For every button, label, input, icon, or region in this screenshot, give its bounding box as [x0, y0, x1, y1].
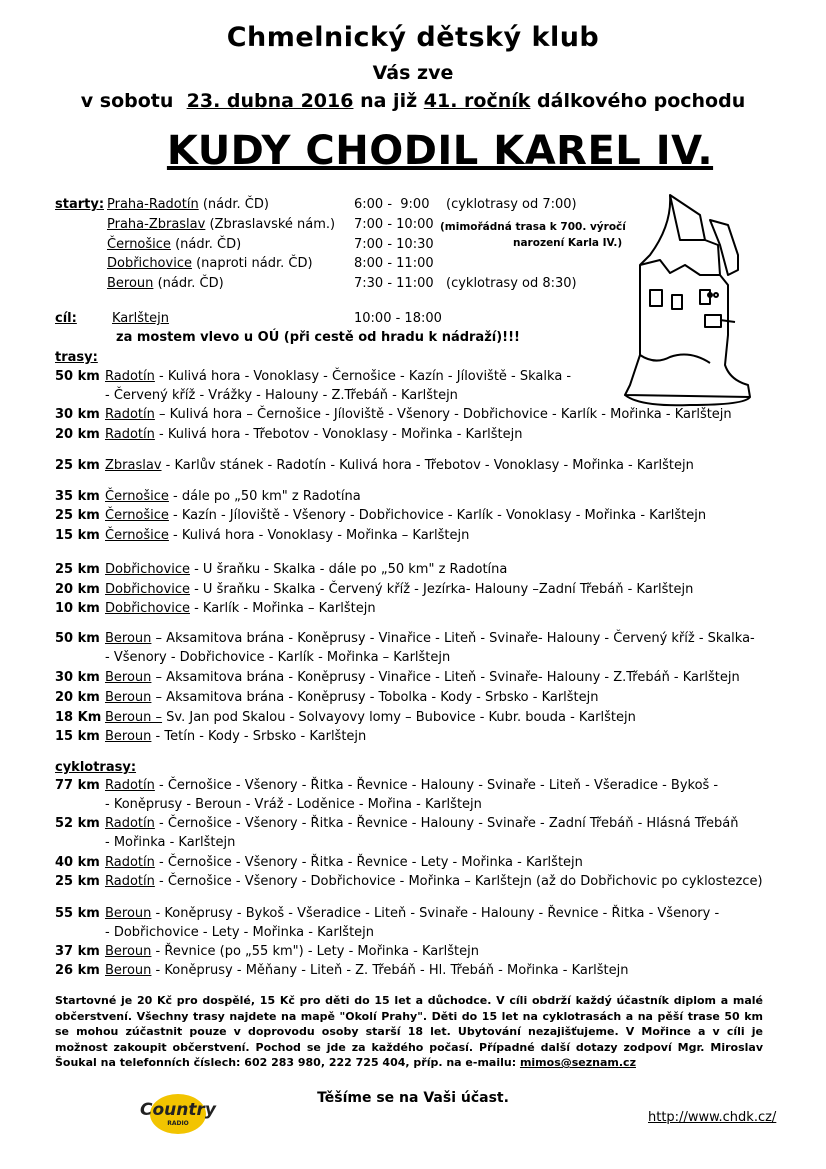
route-start: Beroun [105, 906, 152, 921]
route-distance: 20 km [55, 582, 100, 597]
route-path: - Karlík - Mořinka – Karlštejn [189, 601, 376, 616]
route-continuation: - Koněprusy - Beroun - Vráž - Loděnice - Mořina - Karlštejn [105, 797, 482, 812]
start-note: (naproti nádr. ČD) [196, 256, 313, 271]
route-distance: 15 km [55, 528, 100, 543]
route-row [55, 369, 571, 384]
route-row [55, 690, 599, 705]
route-start: Beroun [105, 944, 152, 959]
route-path: - U šraňku - Skalka - Červený kříž - Jezírka- Halouny –Zadní Třebáň - Karlštejn [189, 582, 694, 597]
logo-text: Country [140, 1100, 216, 1120]
route-path: - Kulivá hora - Třebotov - Vonoklasy - Mořinka - Karlštejn [154, 427, 523, 442]
finish-label: cíl: [55, 311, 77, 326]
date-prefix: v sobotu [80, 90, 174, 112]
route-path: - Koněprusy - Bykoš - Všeradice - Liteň - Svinaře - Halouny - Řevnice - Řitka - Všenory - [151, 906, 720, 921]
trasy-label: trasy: [55, 350, 98, 365]
start-time: 7:00 - 10:00 [354, 217, 434, 232]
event-date: 23. dubna 2016 [186, 90, 354, 112]
route-distance: 25 km [55, 508, 100, 523]
route-start: Radotín [105, 874, 155, 889]
route-start: Beroun [105, 729, 152, 744]
route-distance: 35 km [55, 489, 100, 504]
finish-time: 10:00 - 18:00 [354, 311, 442, 326]
special-note-2: narození Karla IV.) [513, 237, 623, 249]
special-note-1: (mimořádná trasa k 700. výročí [440, 221, 626, 233]
start-place: Dobřichovice [107, 256, 192, 271]
start-time: 8:00 - 11:00 [354, 256, 434, 271]
route-row [55, 508, 706, 523]
event-title: KUDY CHODIL KAREL IV. [166, 128, 714, 174]
date-mid: na již [360, 90, 418, 112]
start-time: 7:00 - 10:30 [354, 237, 434, 252]
route-distance: 52 km [55, 816, 100, 831]
contact-email[interactable]: mimos@seznam.cz [519, 1056, 636, 1069]
route-path: - Koněprusy - Měňany - Liteň - Z. Třebáň - Hl. Třebáň - Mořinka - Karlštejn [151, 963, 629, 978]
route-path: - Kulivá hora - Vonoklasy - Mořinka – Karlštejn [168, 528, 470, 543]
route-distance: 25 km [55, 458, 100, 473]
route-row [55, 778, 718, 793]
start-row [107, 197, 269, 212]
route-continuation: - Dobřichovice - Lety - Mořinka - Karlštejn [105, 925, 375, 940]
route-row [55, 855, 583, 870]
start-place: Praha-Zbraslav [107, 217, 206, 232]
route-path: – Aksamitova brána - Koněprusy - Vinařice - Liteň - Svinaře- Halouny - Z.Třebáň - Karlštejn [151, 670, 740, 685]
route-start: Radotín [105, 407, 155, 422]
route-row [55, 582, 693, 597]
route-distance: 25 km [55, 874, 100, 889]
route-path: - Černošice - Všenory - Řitka - Řevnice - Lety - Mořinka - Karlštejn [154, 855, 583, 870]
info-paragraph [55, 993, 763, 1071]
route-row [55, 458, 694, 473]
route-row [55, 407, 732, 422]
route-start: Beroun [105, 631, 152, 646]
route-start: Radotín [105, 855, 155, 870]
route-row [55, 963, 629, 978]
route-path: - Kazín - Jíloviště - Všenory - Dobřichovice - Karlík - Vonoklasy - Mořinka - Karlštejn [168, 508, 707, 523]
cyklo-label: cyklotrasy: [55, 760, 137, 775]
route-distance: 18 Km [55, 710, 102, 725]
route-start: Černošice [105, 489, 169, 504]
route-path: - Řevnice (po „55 km") - Lety - Mořinka - Karlštejn [151, 944, 479, 959]
route-path: Sv. Jan pod Skalou - Solvayovy lomy – Bubovice - Kubr. bouda - Karlštejn [162, 710, 636, 725]
route-path: - U šraňku - Skalka - dále po „50 km" z Radotína [189, 562, 508, 577]
route-row [55, 562, 507, 577]
info-text: Startovné je 20 Kč pro dospělé, 15 Kč pro děti do 15 let a důchodce. V cíli obdrží každý účastník diplom a malé občerstvení. Všechny trasy najdete na mapě "Okolí Prahy". Děti do 15 let na cyklotrasách a na pěší trase 50 km se mohou zúčastnit pouze v doprovodu osoby starší 18 let. Ubytování nezajišťujeme. V Mořince a v cíli je možnost zakoupit občerstvení. Pochod se jde za každého počasí. Případné další dotazy zodpoví Mgr. Miroslav Šoukal na telefonních číslech: 602 283 980, 222 725 404, příp. na e-mailu: [55, 994, 763, 1069]
route-path: – Aksamitova brána - Koněprusy - Vinařice - Liteň - Svinaře- Halouny - Červený kříž - Skalka- [151, 631, 755, 646]
date-line [0, 90, 826, 112]
thanks-text: Těšíme se na Vaši účast. [317, 1090, 509, 1106]
route-start: Radotín [105, 778, 155, 793]
route-start: Beroun [105, 690, 152, 705]
route-row [55, 528, 469, 543]
route-start: Beroun – [105, 710, 163, 725]
edition: 41. ročník [423, 90, 531, 112]
route-start: Dobřichovice [105, 562, 190, 577]
route-continuation: - Červený kříž - Vrážky - Halouny - Z.Třebáň - Karlštejn [105, 388, 458, 403]
start-note: (nádr. ČD) [157, 276, 224, 291]
route-distance: 40 km [55, 855, 100, 870]
route-path: – Aksamitova brána - Koněprusy - Tobolka - Kody - Srbsko - Karlštejn [151, 690, 599, 705]
route-distance: 77 km [55, 778, 100, 793]
start-row [107, 276, 224, 291]
route-distance: 50 km [55, 631, 100, 646]
route-start: Beroun [105, 963, 152, 978]
route-row [55, 427, 523, 442]
start-row [107, 237, 241, 252]
start-place: Praha-Radotín [107, 197, 199, 212]
route-path: - dále po „50 km" z Radotína [168, 489, 361, 504]
start-note: (Zbraslavské nám.) [209, 217, 336, 232]
route-start: Zbraslav [105, 458, 162, 473]
route-distance: 26 km [55, 963, 100, 978]
route-distance: 30 km [55, 670, 100, 685]
route-continuation: - Všenory - Dobřichovice - Karlík - Mořinka – Karlštejn [105, 650, 451, 665]
route-distance: 25 km [55, 562, 100, 577]
route-distance: 15 km [55, 729, 100, 744]
route-path: - Kulivá hora - Vonoklasy - Černošice - Kazín - Jíloviště - Skalka - [154, 369, 572, 384]
route-start: Radotín [105, 427, 155, 442]
start-row [107, 217, 335, 232]
route-row [55, 670, 740, 685]
start-extra: (cyklotrasy od 7:00) [446, 197, 577, 212]
website-link[interactable]: http://www.chdk.cz/ [648, 1110, 777, 1125]
start-place: Beroun [107, 276, 154, 291]
route-start: Dobřichovice [105, 582, 190, 597]
castle-boot-illustration [610, 185, 760, 410]
club-name: Chmelnický dětský klub [226, 22, 600, 53]
route-row [55, 631, 755, 646]
route-distance: 55 km [55, 906, 100, 921]
route-path: - Karlův stánek - Radotín - Kulivá hora - Třebotov - Vonoklasy - Mořinka - Karlštejn [161, 458, 694, 473]
route-distance: 37 km [55, 944, 100, 959]
route-distance: 20 km [55, 427, 100, 442]
start-time: 6:00 - 9:00 [354, 197, 430, 212]
route-distance: 10 km [55, 601, 100, 616]
route-start: Dobřichovice [105, 601, 190, 616]
route-start: Radotín [105, 369, 155, 384]
route-start: Beroun [105, 670, 152, 685]
route-path: – Kulivá hora – Černošice - Jíloviště - Všenory - Dobřichovice - Karlík - Mořinka - Karlštejn [154, 407, 732, 422]
route-path: - Černošice - Všenory - Dobřichovice - Mořinka – Karlštejn (až do Dobřichovic po cyklostezce) [154, 874, 763, 889]
start-note: (nádr. ČD) [202, 197, 269, 212]
route-row [55, 906, 719, 921]
route-distance: 20 km [55, 690, 100, 705]
route-row [55, 729, 366, 744]
route-continuation: - Mořinka - Karlštejn [105, 835, 236, 850]
start-note: (nádr. ČD) [175, 237, 242, 252]
start-time: 7:30 - 11:00 [354, 276, 434, 291]
logo-sub: RADIO [167, 1120, 189, 1127]
finish-place: Karlštejn [112, 311, 169, 326]
invites-text: Vás zve [372, 62, 454, 84]
route-row [55, 874, 763, 889]
start-extra: (cyklotrasy od 8:30) [446, 276, 577, 291]
route-distance: 50 km [55, 369, 100, 384]
route-path: - Tetín - Kody - Srbsko - Karlštejn [151, 729, 367, 744]
route-start: Radotín [105, 816, 155, 831]
date-suffix: dálkového pochodu [537, 90, 746, 112]
route-row [55, 944, 479, 959]
route-distance: 30 km [55, 407, 100, 422]
start-place: Černošice [107, 237, 171, 252]
route-row [55, 601, 376, 616]
start-row [107, 256, 313, 271]
route-start: Černošice [105, 528, 169, 543]
route-path: - Černošice - Všenory - Řitka - Řevnice - Halouny - Svinaře - Liteň - Všeradice - Bykoš - [154, 778, 719, 793]
route-path: - Černošice - Všenory - Řitka - Řevnice - Halouny - Svinaře - Zadní Třebáň - Hlásná Třebáň [154, 816, 739, 831]
route-start: Černošice [105, 508, 169, 523]
route-row [55, 489, 361, 504]
route-row [55, 816, 738, 831]
route-row [55, 710, 636, 725]
finish-note: za mostem vlevo u OÚ (při cestě od hradu k nádraží)!!! [116, 330, 520, 345]
starts-label: starty: [55, 197, 105, 212]
